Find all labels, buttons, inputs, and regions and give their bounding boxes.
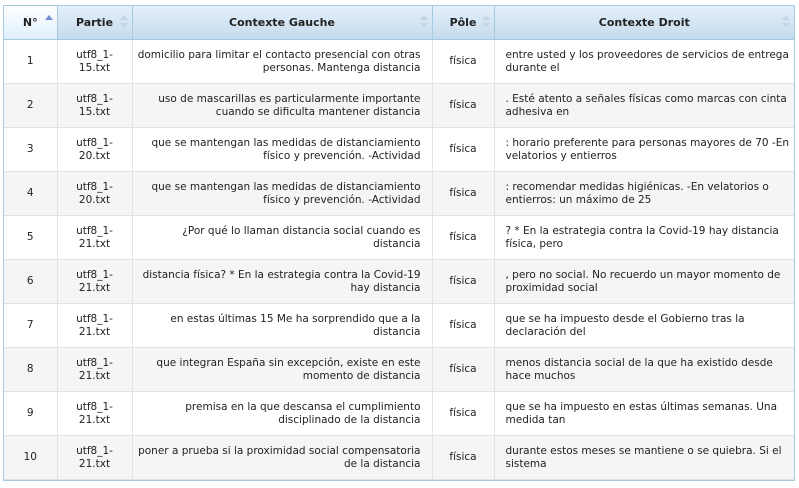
cell-partie: utf8_1-20.txt bbox=[57, 128, 132, 172]
cell-contexte-droit: ? * En la estrategia contra la Covid-19 hay distancia física, pero bbox=[494, 216, 794, 260]
cell-pole: física bbox=[432, 436, 494, 480]
cell-partie: utf8_1-21.txt bbox=[57, 348, 132, 392]
table-row[interactable] bbox=[4, 84, 794, 128]
cell-contexte-droit: que se ha impuesto en estas últimas semanas. Una medida tan bbox=[494, 392, 794, 436]
cell-contexte-gauche: que integran España sin excepción, existe en este momento de distancia bbox=[132, 348, 432, 392]
sort-ascending-icon bbox=[45, 15, 52, 31]
cell-contexte-gauche: uso de mascarillas es particularmente importante cuando se dificulta mantener distancia bbox=[132, 84, 432, 128]
header-row bbox=[4, 6, 794, 40]
cell-number: 5 bbox=[4, 216, 57, 260]
cell-number: 2 bbox=[4, 84, 57, 128]
table-row[interactable] bbox=[4, 260, 794, 304]
cell-pole: física bbox=[432, 216, 494, 260]
cell-contexte-gauche: en estas últimas 15 Me ha sorprendido que a la distancia bbox=[132, 304, 432, 348]
cell-pole: física bbox=[432, 128, 494, 172]
cell-contexte-droit: entre usted y los proveedores de servicios de entrega durante el bbox=[494, 40, 794, 84]
concordance-table-container bbox=[3, 5, 795, 481]
cell-partie: utf8_1-15.txt bbox=[57, 84, 132, 128]
cell-contexte-droit: , pero no social. No recuerdo un mayor momento de proximidad social bbox=[494, 260, 794, 304]
cell-number: 6 bbox=[4, 260, 57, 304]
cell-pole: física bbox=[432, 392, 494, 436]
table-row[interactable] bbox=[4, 392, 794, 436]
cell-contexte-droit: . Esté atento a señales físicas como marcas con cinta adhesiva en bbox=[494, 84, 794, 128]
cell-contexte-droit: que se ha impuesto desde el Gobierno tras la declaración del bbox=[494, 304, 794, 348]
cell-number: 7 bbox=[4, 304, 57, 348]
cell-contexte-gauche: que se mantengan las medidas de distanciamiento físico y prevención. -Actividad bbox=[132, 172, 432, 216]
sort-icon bbox=[482, 15, 489, 31]
table-row[interactable] bbox=[4, 216, 794, 260]
cell-contexte-gauche: distancia física? * En la estrategia contra la Covid-19 hay distancia bbox=[132, 260, 432, 304]
cell-partie: utf8_1-21.txt bbox=[57, 392, 132, 436]
cell-pole: física bbox=[432, 172, 494, 216]
column-header-label: Pôle bbox=[449, 16, 477, 29]
cell-number: 4 bbox=[4, 172, 57, 216]
table-row[interactable] bbox=[4, 128, 794, 172]
cell-partie: utf8_1-21.txt bbox=[57, 304, 132, 348]
cell-partie: utf8_1-21.txt bbox=[57, 216, 132, 260]
column-header-pole[interactable] bbox=[432, 6, 494, 40]
cell-pole: física bbox=[432, 84, 494, 128]
column-header-label: Contexte Gauche bbox=[229, 16, 335, 29]
cell-pole: física bbox=[432, 348, 494, 392]
concordance-table bbox=[4, 6, 794, 480]
table-row[interactable] bbox=[4, 40, 794, 84]
table-row[interactable] bbox=[4, 172, 794, 216]
sort-icon bbox=[782, 15, 789, 31]
cell-contexte-droit: menos distancia social de la que ha existido desde hace muchos bbox=[494, 348, 794, 392]
cell-contexte-gauche: que se mantengan las medidas de distanciamiento físico y prevención. -Actividad bbox=[132, 128, 432, 172]
column-header-contexte-gauche[interactable] bbox=[132, 6, 432, 40]
cell-partie: utf8_1-21.txt bbox=[57, 436, 132, 480]
cell-number: 8 bbox=[4, 348, 57, 392]
sort-icon bbox=[120, 15, 127, 31]
cell-contexte-droit: : recomendar medidas higiénicas. -En velatorios o entierros: un máximo de 25 bbox=[494, 172, 794, 216]
cell-contexte-gauche: poner a prueba si la proximidad social compensatoria de la distancia bbox=[132, 436, 432, 480]
column-header-number[interactable] bbox=[4, 6, 57, 40]
cell-partie: utf8_1-20.txt bbox=[57, 172, 132, 216]
cell-pole: física bbox=[432, 260, 494, 304]
column-header-label: Partie bbox=[75, 16, 114, 29]
cell-pole: física bbox=[432, 304, 494, 348]
cell-number: 10 bbox=[4, 436, 57, 480]
cell-number: 1 bbox=[4, 40, 57, 84]
cell-number: 9 bbox=[4, 392, 57, 436]
cell-contexte-gauche: domicilio para limitar el contacto presencial con otras personas. Mantenga distancia bbox=[132, 40, 432, 84]
cell-number: 3 bbox=[4, 128, 57, 172]
cell-contexte-droit: : horario preferente para personas mayores de 70 -En velatorios y entierros bbox=[494, 128, 794, 172]
cell-contexte-gauche: premisa en la que descansa el cumplimiento disciplinado de la distancia bbox=[132, 392, 432, 436]
table-row[interactable] bbox=[4, 304, 794, 348]
column-header-partie[interactable] bbox=[57, 6, 132, 40]
table-row[interactable] bbox=[4, 348, 794, 392]
sort-icon bbox=[420, 15, 427, 31]
column-header-label: N° bbox=[22, 16, 38, 29]
column-header-label: Contexte Droit bbox=[598, 16, 690, 29]
table-row[interactable] bbox=[4, 436, 794, 480]
cell-partie: utf8_1-15.txt bbox=[57, 40, 132, 84]
cell-pole: física bbox=[432, 40, 494, 84]
cell-partie: utf8_1-21.txt bbox=[57, 260, 132, 304]
column-header-contexte-droit[interactable] bbox=[494, 6, 794, 40]
cell-contexte-droit: durante estos meses se mantiene o se quiebra. Si el sistema bbox=[494, 436, 794, 480]
cell-contexte-gauche: ¿Por qué lo llaman distancia social cuando es distancia bbox=[132, 216, 432, 260]
